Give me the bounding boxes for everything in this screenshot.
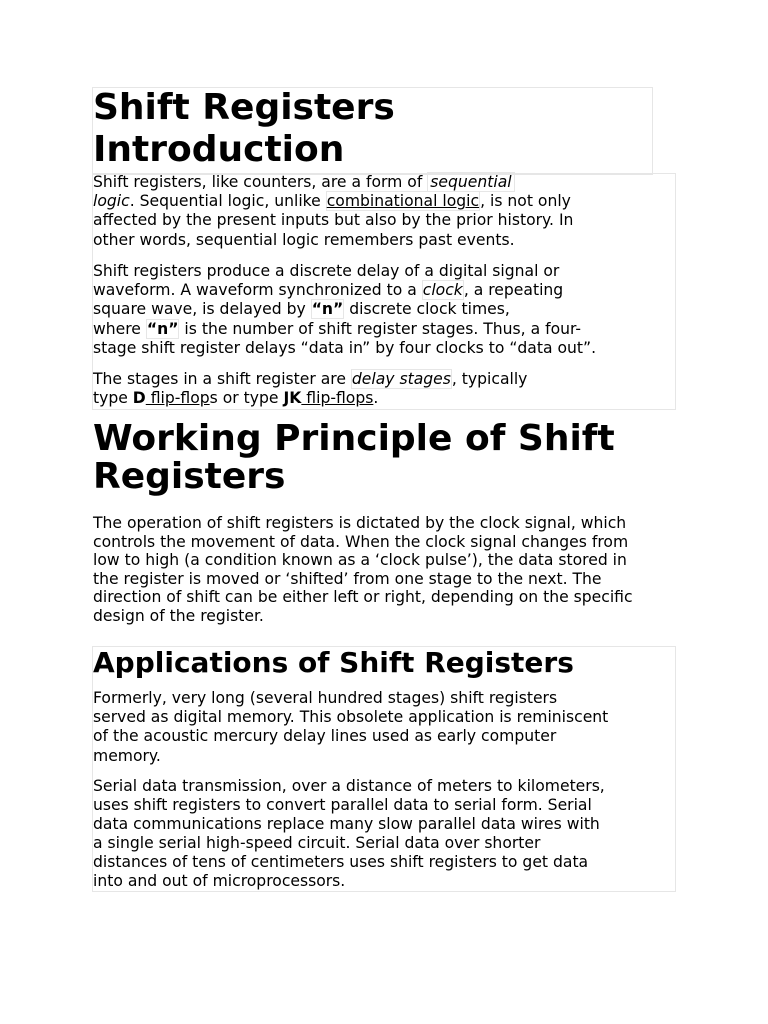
page-title-line1: Shift Registers	[93, 87, 395, 128]
d-type-label: D	[132, 389, 146, 408]
combinational-logic-link[interactable]: combinational logic	[326, 192, 480, 211]
working-principle-paragraph: The operation of shift registers is dictated by the clock signal, which controls the movement of data. When the clock signal changes from low to high (a condition known as a ‘clock pulse’), the data stored in the register is moved or ‘shifted’ from one stage to the next. The direction of shift can be either left or right, depending on the specific design of the register.	[93, 514, 633, 625]
page-title	[93, 87, 395, 171]
page-title-line2: Introduction	[93, 129, 345, 170]
jk-type-label: JK	[283, 389, 302, 408]
working-principle-heading: Working Principle of Shift Registers	[93, 418, 615, 497]
applications-heading: Applications of Shift Registers	[93, 646, 574, 679]
sequential-logic-term: sequential	[427, 172, 514, 192]
n-term-1: “n”	[311, 300, 344, 319]
intro-paragraph-2: Shift registers produce a discrete delay of a digital signal or waveform. A waveform synchronized to a clock, a repeating square wave, is delayed by “n” discrete clock times, where “n” is the number of shift register stages. Thus, a four- stage shift register delays “data in” by four clocks to “data out”.	[93, 262, 597, 357]
applications-paragraph-2: Serial data transmission, over a distance of meters to kilometers, uses shift registers to convert parallel data to serial form. Serial data communications replace many slow parallel data wires with a single serial high-speed circuit. Serial data over shorter distances of tens of centimeters uses shift registers to get data into and out of microprocessors.	[93, 777, 605, 890]
clock-term: clock	[422, 281, 463, 300]
jk-flip-flop-link[interactable]: flip-flops	[301, 389, 374, 408]
delay-stages-term: delay stages	[351, 370, 451, 388]
intro-paragraph-3: The stages in a shift register are delay stages, typically type D flip-flops or type JK flip-flops.	[93, 370, 528, 408]
sequential-logic-term-cont: logic	[93, 192, 130, 211]
n-term-2: “n”	[146, 319, 179, 338]
intro-paragraph-1: Shift registers, like counters, are a form of sequential logic. Sequential logic, unlike combinational logic, is not only affected by the present inputs but also by the prior history. In other words, sequential logic remembers past events.	[93, 173, 574, 249]
d-flip-flop-link[interactable]: flip-flop	[145, 389, 210, 408]
applications-paragraph-1: Formerly, very long (several hundred stages) shift registers served as digital memory. This obsolete application is reminiscent of the acoustic mercury delay lines used as early computer memory.	[93, 689, 609, 765]
